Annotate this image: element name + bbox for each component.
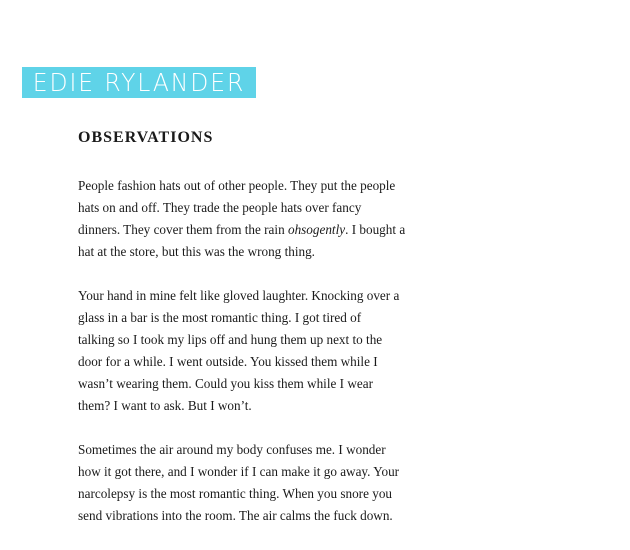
poem-line: glass in a bar is the most romantic thing. I got tired of bbox=[78, 310, 362, 325]
poem-line bbox=[78, 219, 458, 241]
poem-line: them? I want to ask. But I won’t. bbox=[78, 398, 252, 413]
poem-body bbox=[78, 175, 458, 549]
line-text: . I bought a bbox=[345, 222, 406, 237]
poem-line: Your hand in mine felt like gloved laughter. Knocking over a bbox=[78, 288, 400, 303]
poem-line: narcolepsy is the most romantic thing. When you snore you bbox=[78, 486, 393, 501]
site-logo[interactable] bbox=[22, 67, 256, 98]
stanza-3 bbox=[78, 439, 458, 527]
poem-line: People fashion hats out of other people. They put the people bbox=[78, 178, 396, 193]
logo-text: EDIE RYLANDER bbox=[32, 68, 246, 97]
poem-line: hat at the store, but this was the wrong thing. bbox=[78, 244, 315, 259]
poem-line: Sometimes the air around my body confuses me. I wonder bbox=[78, 442, 386, 457]
poem-line: talking so I took my lips off and hung them up next to the bbox=[78, 332, 383, 347]
poem-line: wasn’t wearing them. Could you kiss them while I wear bbox=[78, 376, 373, 391]
stanza-2 bbox=[78, 285, 458, 417]
poem-line: send vibrations into the room. The air calms the fuck down. bbox=[78, 508, 393, 523]
italic-word: ohsogently bbox=[287, 222, 346, 237]
stanza-1 bbox=[78, 175, 458, 263]
line-text: dinners. They cover them from the rain bbox=[78, 222, 288, 237]
poem-line: hats on and off. They trade the people hats over fancy bbox=[78, 200, 362, 215]
poem-line: door for a while. I went outside. You kissed them while I bbox=[78, 354, 378, 369]
poem-line: how it got there, and I wonder if I can make it go away. Your bbox=[78, 464, 400, 479]
poem-title: OBSERVATIONS bbox=[78, 129, 214, 146]
